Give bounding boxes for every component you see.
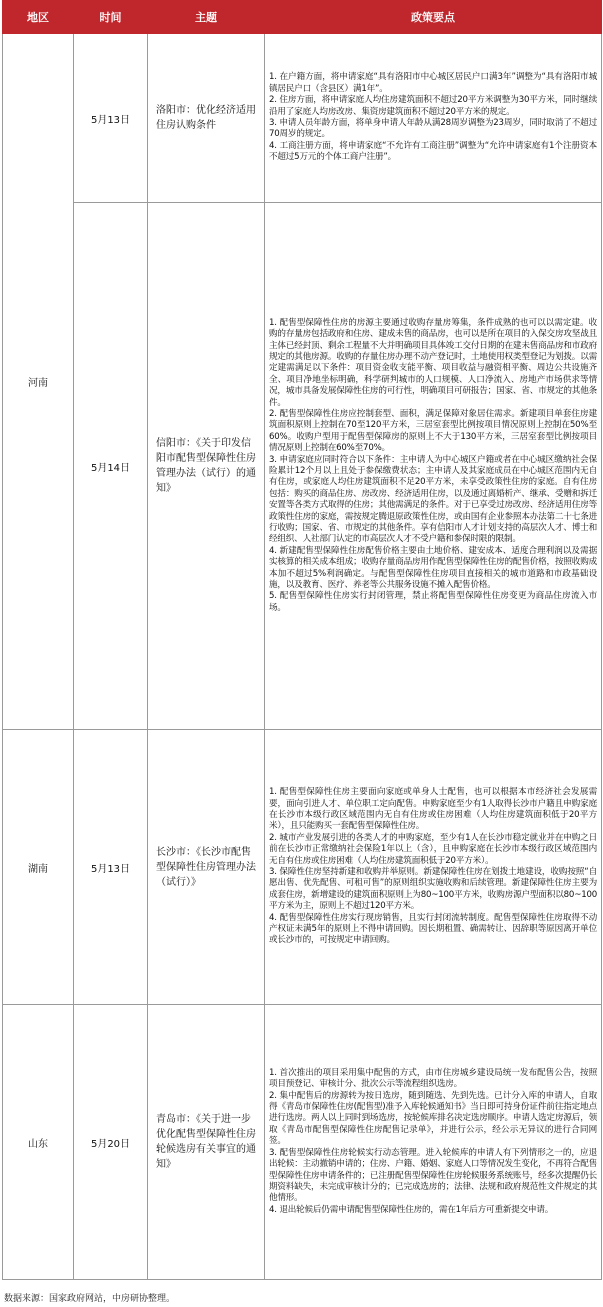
topic-cell: 信阳市：《关于印发信阳市配售型保障性住房管理办法（试行）的通知》	[148, 203, 265, 730]
header-points: 政策要点	[265, 1, 602, 34]
region-cell: 河南	[3, 34, 74, 730]
date-cell: 5月14日	[74, 203, 148, 730]
policy-point: 4. 退出轮候后仍需申请配售型保障性住房的，需在1年后方可重新提交申请。	[269, 1204, 554, 1215]
topic-cell: 洛阳市：优化经济适用住房认购条件	[148, 34, 265, 203]
header-topic: 主题	[148, 1, 265, 34]
topic-cell: 青岛市：《关于进一步优化配售型保障性住房轮候选房有关事宜的通知》	[148, 1005, 265, 1280]
topic-cell: 长沙市：《长沙市配售型保障性住房管理办法（试行）》	[148, 730, 265, 1005]
policy-point: 4. 工商注册方面，将申请家庭“不允许有工商注册”调整为“允许申请家庭有1个注册资本不超过5万元的个体工商户注册”。	[269, 140, 597, 163]
policy-point: 1. 首次推出的项目采用集中配售的方式，由市住房城乡建设局统一发布配售公告，按照项目预登记、审核计分、批次公示等流程组织选房。	[269, 1067, 597, 1090]
policy-point: 1. 在户籍方面，将申请家庭“具有洛阳市中心城区居民户口满3年”调整为“具有洛阳市城镇居民户口（含县区）满1年”。	[269, 72, 597, 94]
date-cell: 5月13日	[74, 730, 148, 1005]
policy-point: 3. 申请人员年龄方面，将单身申请人年龄从满28周岁调整为23周岁，同时取消了不超过70周岁的规定。	[269, 118, 597, 140]
table-row	[3, 34, 602, 203]
policy-point: 4. 新建配售型保障性住房配售价格主要由土地价格、建安成本、适度合理利润以及需据实核算的相关成本组成；收购存量商品房用作配售型保障性住房的配售价格，按照收购成本加不超过5%利润确定。与配售型保障性住房项目直接相关的城市道路和市政基础设施，以及教育、医疗、养老等公共服务设施不摊入配售价格。	[269, 545, 597, 591]
date-cell: 5月13日	[74, 34, 148, 203]
policy-point: 2. 配售型保障性住房应控制套型、面积，满足保障对象居住需求。新建项目单套住房建筑面积原则上控制在70至120平方米，三居室套型比例按项目情况原则上控制在50%至60%。收购户型用于配售型保障房的原则上不大于130平方米，三居室套型比例按项目情况原则上控制在60%至70%。	[269, 408, 597, 454]
table-row	[3, 730, 602, 1005]
header-region: 地区	[3, 1, 74, 34]
table-body	[3, 34, 602, 1280]
policy-point: 1. 配售型保障性住房主要面向家庭或单身人士配售，也可以根据本市经济社会发展需要，面向引进人才、单位职工定向配售。申购家庭至少有1人取得长沙市户籍且申购家庭在长沙市本级行政区域范围内无自有住房或住房困难（人均住房建筑面积低于20平方米），且只能购买一套配售型保障性住房。	[269, 787, 597, 832]
policy-point: 3. 申请家庭应同时符合以下条件：主申请人为中心城区户籍或者在中心城区缴纳社会保险累计12个月以上且处于参保缴费状态；主申请人及其家庭成员在中心城区范围内无自有住房，或家庭人均住房建筑面积不足20平方米，未享受政策性住房的家庭。自有住房包括：购买的商品住房、房改房、经济适用住房，以及通过离婚析产、继承、受赠和拆迁安置等各类方式取得的住房；其他需满足的条件。对于已享受过房改房、经济适用住房等政策性住房的家庭，需按规定腾退原政策性住房，或由国有企业参照本办法第二十七条进行收购；国家、省、市规定的其他条件。享有信阳市人才计划支持的高层次人才、博士和经组织、人社部门认定的市高层次人才不受户籍和参保时限的限制。	[269, 454, 597, 545]
policy-point: 3. 保障性住房坚持新建和收购并举原则。新建保障性住房在划拨土地建设，收购按照“自愿出售、优先配售、可租可售”的原则组织实施收购和后续管理。新建保障性住房主要为成套住房，新增建设的建筑面积原则上为80~100平方米，收购房源户型面积以80~100平方米为主，原则上不超过120平方米。	[269, 867, 597, 912]
policy-point: 4. 配售型保障性住房实行现房销售，且实行封闭流转制度。配售型保障性住房取得不动产权证未满5年的原则上不得申请回购。因长期租置、确需转让、因辞职等原因离开单位或长沙市的，可按规定申请回购。	[269, 912, 597, 946]
date-cell: 5月20日	[74, 1005, 148, 1280]
points-cell	[265, 34, 602, 203]
region-cell: 湖南	[3, 730, 74, 1005]
points-cell	[265, 1005, 602, 1280]
points-cell	[265, 730, 602, 1005]
region-cell: 山东	[3, 1005, 74, 1280]
policy-point: 5. 配售型保障性住房实行封闭管理，禁止将配售型保障性住房变更为商品住房流入市场。	[269, 591, 597, 613]
header-date: 时间	[74, 1, 148, 34]
policy-point: 3. 配售型保障性住房轮候实行动态管理。进入轮候库的申请人有下列情形之一的，应退出轮候：主动撤销申请的；住房、户籍、婚姻、家庭人口等情况发生变化，不再符合配售型保障性住房申请条件的；已注册配售型保障性住房轮候服务系统账号，经多次提醒仍长期资料缺失，未完成审核计分的；已完成选房的；法律、法规和政府规范性文件规定的其他情形。	[269, 1147, 597, 1204]
policy-point: 1. 配售型保障性住房的房源主要通过收购存量房筹集，条件成熟的也可以以需定建。收购的存量房包括政府和住房、建成未售的商品房，也可以是所在项目的入保交房攻坚战且主体已经封顶、剩余工程量不大并明确项目具体竣工交付日期的在建未售商品房和市政府规定的其他房源。收购的存量住房办理不动产登记时，土地使用权类型登记为划拨。以需定建需满足以下条件：项目资金收支能平衡、项目收益与融资相平衡、周边公共设施齐全、项目净地坐标明确，科学研判城市的人口规模、人口净流入、房地产市场供求等情况，城市具备发展保障性住房的可行性，明确项目可研报告；国家、省、市规定的其他条件。	[269, 317, 597, 408]
policy-table	[2, 0, 602, 1280]
policy-point: 2. 集中配售后的房源转为按日选房，随到随选、先到先选。已计分入库的申请人，自取得《青岛市保障性住房(配售型)准予入库轮候通知书》当日即可持身份证件前往指定地点进行选房。两人以上同时到场选房，按轮候库排名决定选房顺序。申请人选定房源后，领取《青岛市配售型保障性住房配售记录单》，并进行公示，经公示无异议的进行合同网签。	[269, 1090, 597, 1147]
table-row	[3, 1005, 602, 1280]
table-row	[3, 203, 602, 730]
data-source-note: 数据来源：国家政府网站，中房研协整理。	[4, 1294, 176, 1304]
header-row	[3, 1, 602, 34]
points-cell	[265, 203, 602, 730]
policy-point: 2. 住房方面，将申请家庭人均住房建筑面积不超过20平方米调整为30平方米，同时继续沿用了家庭人均房改房、集资房建筑面积不超过20平方米的规定。	[269, 95, 597, 117]
policy-point: 2. 城市产业发展引进的各类人才的申购家庭，至少有1人在长沙市稳定就业并在申购之日前在长沙市正常缴纳社会保险1年以上（含），且申购家庭在长沙市本级行政区域范围内无自有住房或住房困难（人均住房建筑面积低于20平方米）。	[269, 832, 597, 866]
